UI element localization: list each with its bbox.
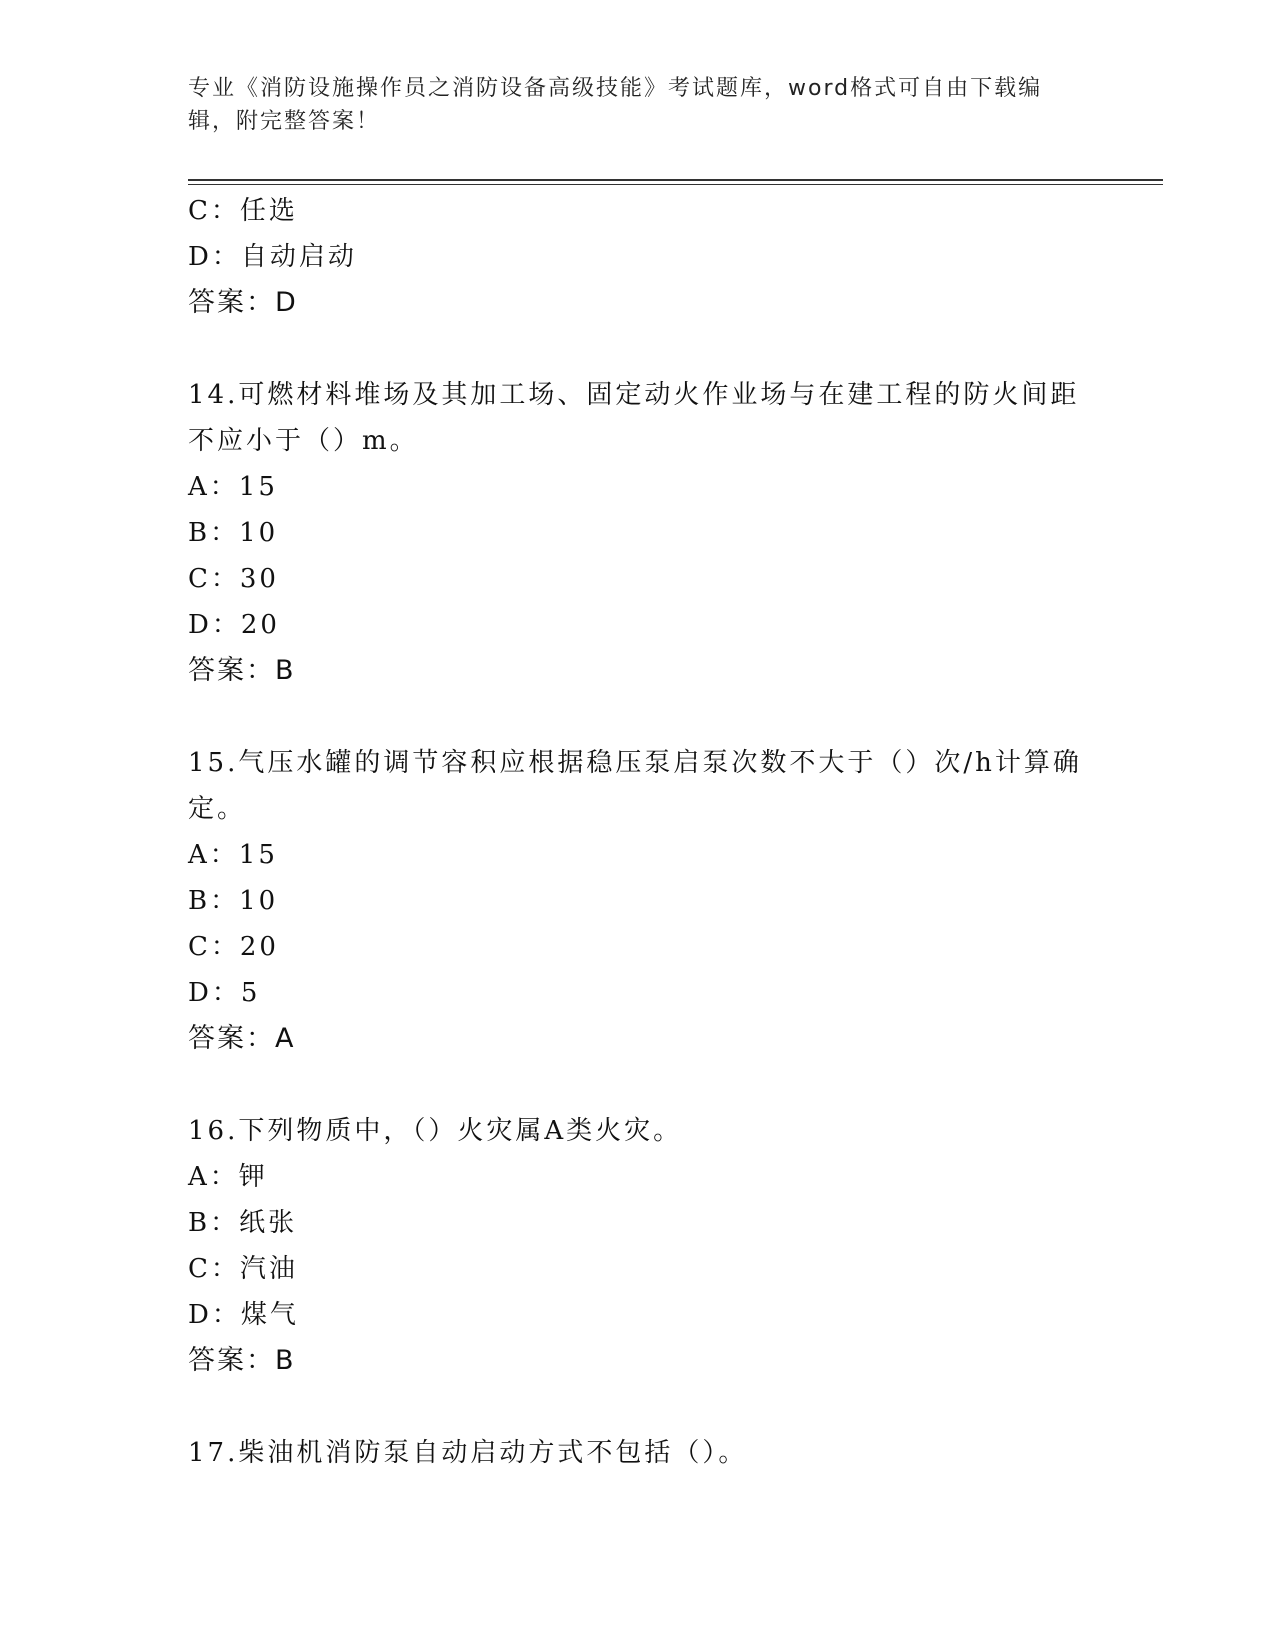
option-b: B：10 bbox=[188, 886, 279, 916]
option-c: C：30 bbox=[188, 564, 279, 594]
question-16 bbox=[188, 1108, 1088, 1384]
option-b: B：10 bbox=[188, 518, 279, 548]
option-d: D：20 bbox=[188, 610, 280, 640]
question-17 bbox=[188, 1430, 1088, 1476]
option-c: C：任选 bbox=[188, 196, 298, 226]
question-14 bbox=[188, 372, 1088, 694]
document-header: 专业《消防设施操作员之消防设备高级技能》考试题库，word格式可自由下载编辑，附完整答案！ bbox=[188, 76, 1043, 134]
option-a: A：15 bbox=[188, 472, 278, 502]
header-divider-thin bbox=[188, 184, 1163, 185]
option-d: D：煤气 bbox=[188, 1300, 299, 1330]
question-15 bbox=[188, 740, 1088, 1062]
option-c: C：20 bbox=[188, 932, 279, 962]
question-stem: 15.气压水罐的调节容积应根据稳压泵启泵次数不大于（）次/h计算确定。 bbox=[188, 748, 1082, 824]
option-c: C：汽油 bbox=[188, 1254, 298, 1284]
option-a: A：钾 bbox=[188, 1162, 268, 1192]
question-stem: 16.下列物质中，（）火灾属A类火灾。 bbox=[188, 1116, 683, 1146]
question-13-tail bbox=[188, 188, 1088, 326]
option-a: A：15 bbox=[188, 840, 278, 870]
header-divider bbox=[188, 179, 1163, 181]
option-d: D：5 bbox=[188, 978, 261, 1008]
answer-line: 答案：A bbox=[188, 1023, 296, 1054]
question-list bbox=[188, 188, 1088, 1476]
question-stem: 14.可燃材料堆场及其加工场、固定动火作业场与在建工程的防火间距不应小于（）m。 bbox=[188, 380, 1080, 456]
option-b: B：纸张 bbox=[188, 1208, 298, 1238]
question-stem: 17.柴油机消防泵自动启动方式不包括（）。 bbox=[188, 1438, 748, 1468]
answer-line: 答案：B bbox=[188, 655, 296, 686]
option-d: D：自动启动 bbox=[188, 242, 357, 272]
answer-line: 答案：D bbox=[188, 287, 298, 318]
answer-line: 答案：B bbox=[188, 1345, 296, 1376]
